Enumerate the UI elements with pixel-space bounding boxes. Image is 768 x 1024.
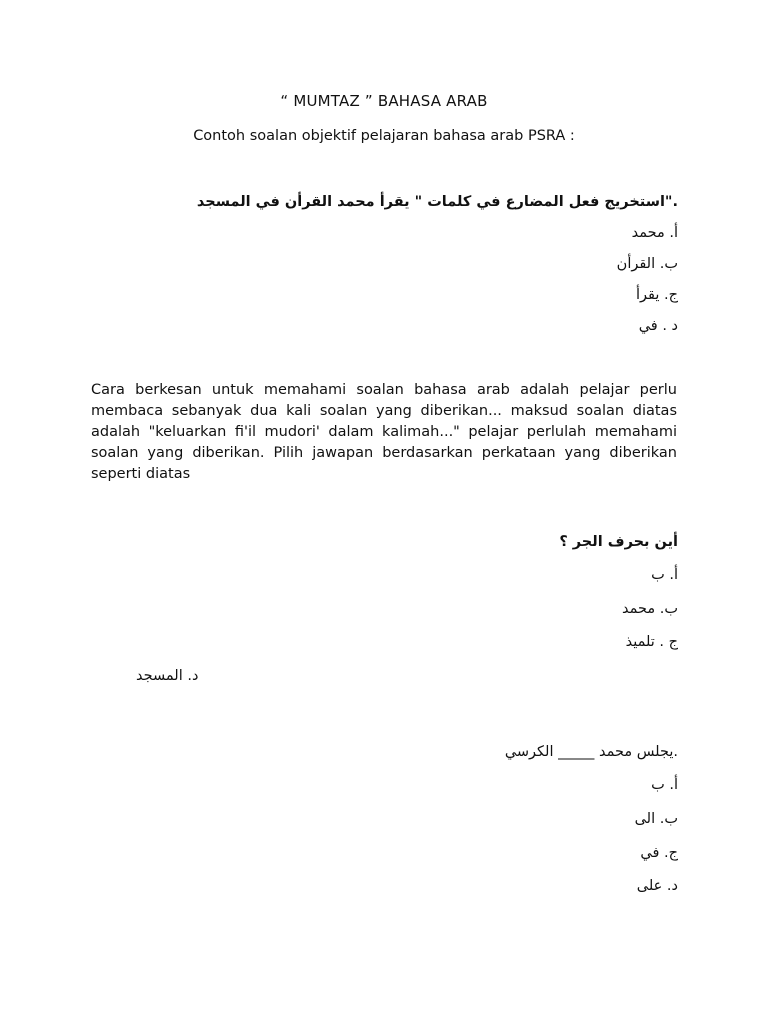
question-3-option-c: ج. في <box>640 845 678 861</box>
document-title: “ MUMTAZ ” BAHASA ARAB <box>280 92 488 110</box>
question-3-text: .يجلس محمد _____ الكرسي <box>504 744 678 760</box>
question-1-option-d: د . في <box>638 318 678 334</box>
question-2-option-c: ج . تلميذ <box>625 634 678 650</box>
question-2-option-b: ب. محمد <box>622 601 678 617</box>
explanation-paragraph: Cara berkesan untuk memahami soalan bahasa arab adalah pelajar perlu membaca sebanyak dua kali soalan yang diberikan... maksud soalan diatas adalah "keluarkan fi'il mudori' dalam kalimah..." pelajar perlulah memahami soalan yang diberikan. Pilih jawapan berdasarkan perkataan yang diberikan seperti diatas <box>91 382 677 482</box>
question-2-option-a: أ. ب <box>651 567 678 583</box>
question-3-option-a: أ. ب <box>651 777 678 793</box>
question-2-option-d: د. المسجد <box>136 668 199 684</box>
question-1-option-c: ج. يقرأ <box>636 287 678 303</box>
document-subtitle: Contoh soalan objektif pelajaran bahasa arab PSRA : <box>193 128 575 144</box>
question-3-option-b: ب. الى <box>634 811 678 827</box>
question-1-option-b: ب. القرأن <box>616 256 678 272</box>
question-1-text: ."استخريج فعل المضارع في كلمات " يقرأ محمد القرأن في المسجد <box>196 194 678 210</box>
question-1-option-a: أ. محمد <box>631 225 678 241</box>
question-2-text: أين بحرف الجر ؟ <box>559 534 678 550</box>
question-3-option-d: د. على <box>636 878 678 894</box>
